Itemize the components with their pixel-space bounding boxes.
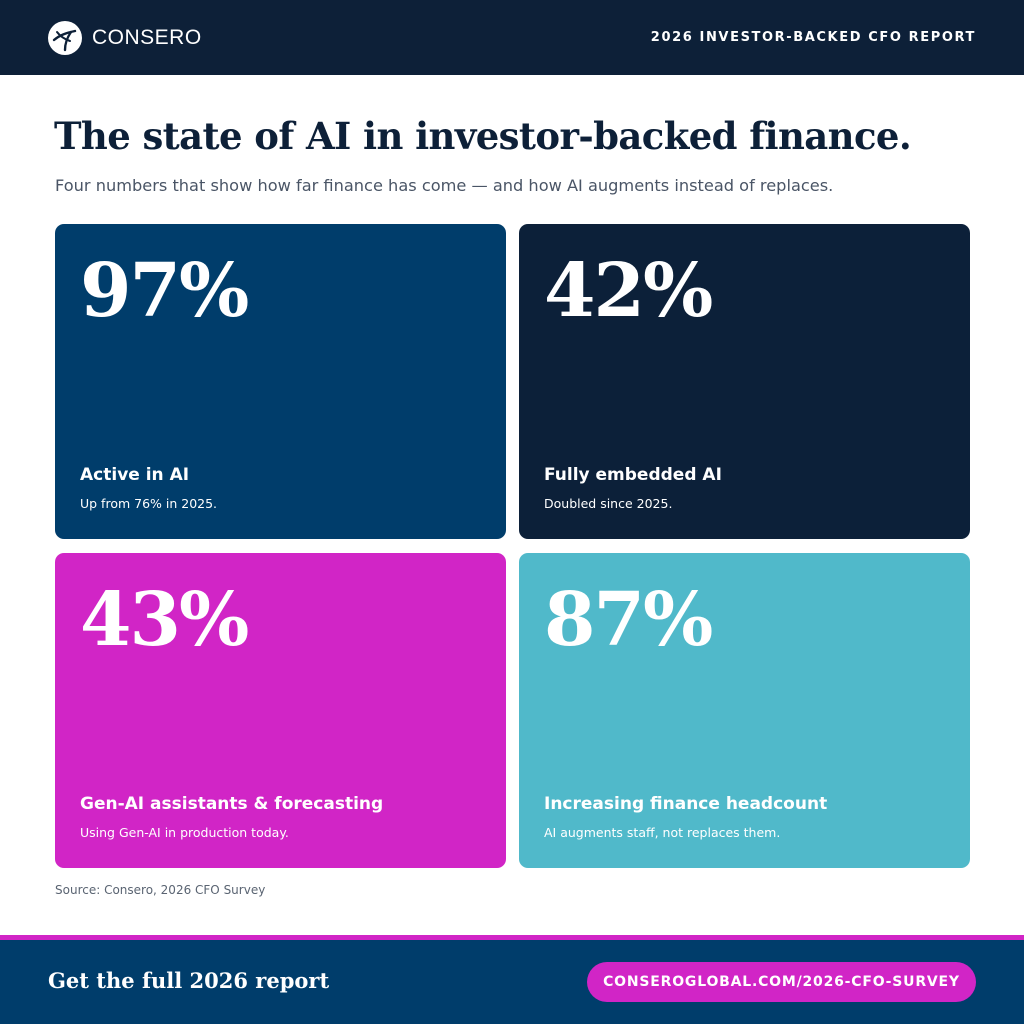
stat-note: Doubled since 2025. [544, 496, 673, 511]
consero-logo-icon [48, 21, 82, 55]
survey-url-button[interactable]: CONSEROGLOBAL.COM/2026-CFO-SURVEY [587, 962, 976, 1002]
top-bar [0, 0, 1024, 75]
stat-label: Fully embedded AI [544, 465, 722, 485]
brand-name: CONSERO [92, 25, 202, 49]
source-note: Source: Consero, 2026 CFO Survey [55, 883, 266, 897]
stat-note: Using Gen-AI in production today. [80, 825, 289, 840]
brand[interactable] [48, 21, 202, 55]
page-subtitle: Four numbers that show how far finance has come — and how AI augments instead of replaces. [55, 176, 834, 195]
stat-value: 97% [80, 248, 248, 334]
stat-value: 43% [80, 577, 248, 663]
stat-card-headcount [519, 553, 970, 868]
stat-note: Up from 76% in 2025. [80, 496, 218, 511]
stat-note: AI augments staff, not replaces them. [544, 825, 781, 840]
stat-value: 87% [544, 577, 712, 663]
stat-card-gen-ai [55, 553, 506, 868]
page-title: The state of AI in investor-backed finance. [54, 114, 912, 158]
stat-card-embedded-ai [519, 224, 970, 539]
footer-bar [0, 940, 1024, 1024]
stat-value: 42% [544, 248, 712, 334]
report-label: 2026 INVESTOR-BACKED CFO REPORT [650, 30, 976, 45]
stat-label: Increasing finance headcount [544, 794, 828, 814]
stat-card-active-ai [55, 224, 506, 539]
footer-cta: Get the full 2026 report [48, 968, 330, 993]
stat-label: Active in AI [80, 465, 190, 485]
stat-label: Gen-AI assistants & forecasting [80, 794, 384, 814]
